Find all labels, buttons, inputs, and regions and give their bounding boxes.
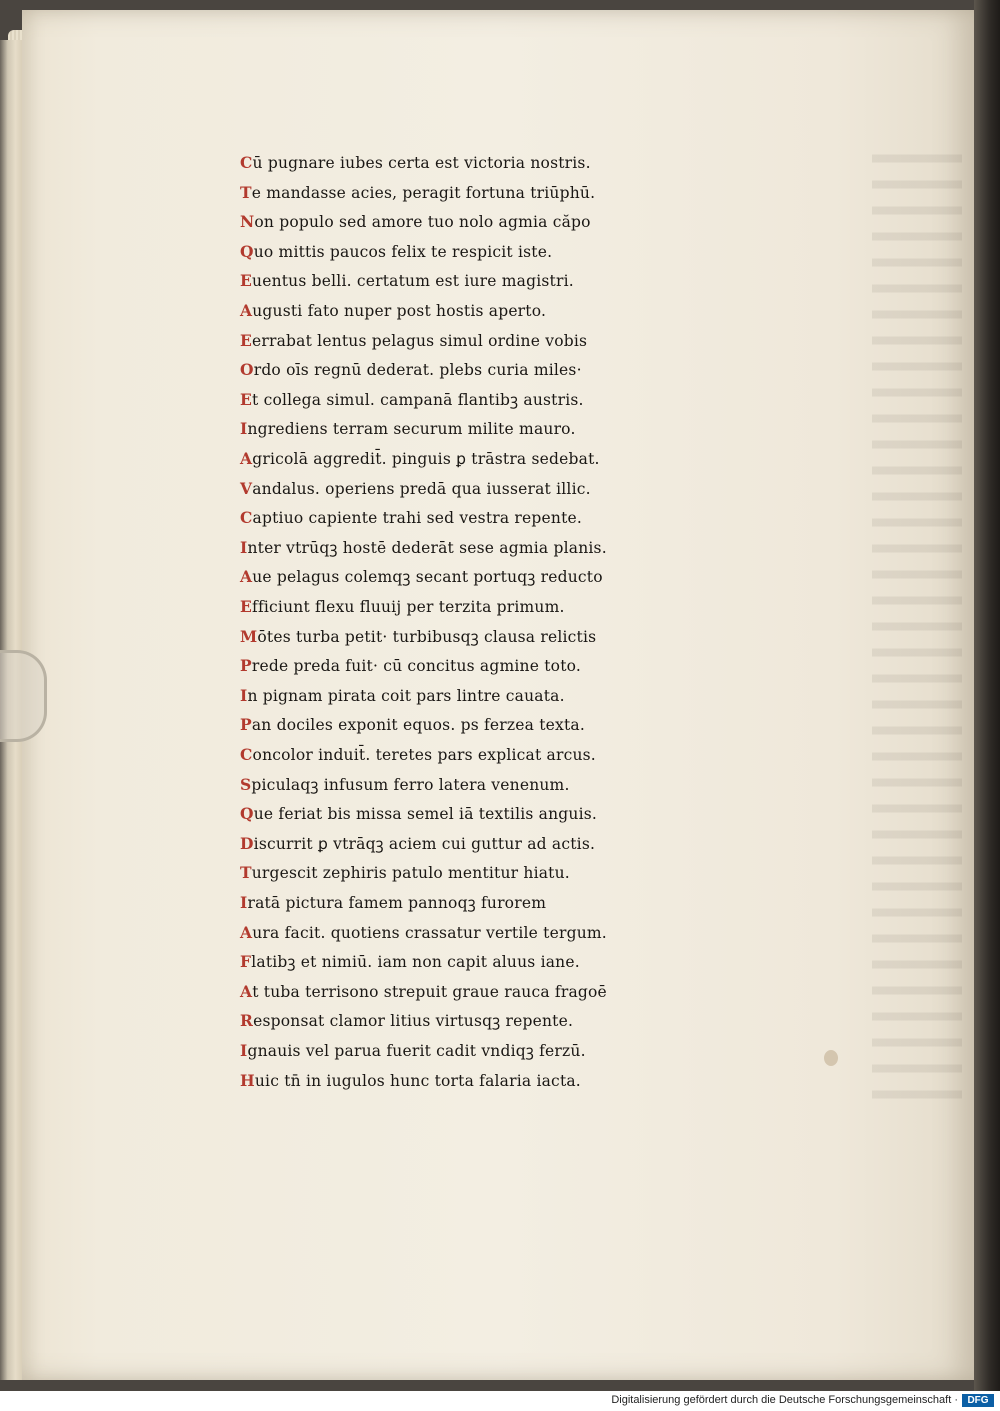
footer-bar xyxy=(0,1391,1000,1411)
verse-line xyxy=(240,890,680,916)
rubricated-initial: I xyxy=(240,419,248,439)
verse-text: ōtes turba petit· turbibusqꝫ clausa relictis xyxy=(257,627,597,646)
rubricated-initial: T xyxy=(240,182,252,202)
paper-stain xyxy=(824,1050,838,1066)
verse-line xyxy=(240,1038,680,1064)
verse-line xyxy=(240,150,680,176)
verse-line xyxy=(240,446,680,472)
verse-line xyxy=(240,712,680,738)
rubricated-initial: C xyxy=(240,745,253,764)
verse-line xyxy=(240,653,680,679)
dfg-logo: DFG xyxy=(962,1394,994,1407)
rubricated-initial: A xyxy=(240,301,253,320)
rubricated-initial: E xyxy=(240,330,253,350)
rubricated-initial: A xyxy=(240,922,253,942)
verse-text: iscurrit ꝑ vtrāqꝫ aciem cui guttur ad actis. xyxy=(253,834,596,853)
verse-line xyxy=(240,505,680,531)
verse-line xyxy=(240,594,680,620)
rubricated-initial: D xyxy=(240,833,254,853)
rubricated-initial: P xyxy=(240,656,252,676)
rubricated-initial: E xyxy=(240,389,253,409)
verse-line xyxy=(240,1008,680,1034)
rubricated-initial: O xyxy=(240,360,254,380)
verse-text: errabat lentus pelagus simul ordine vobis xyxy=(252,331,588,350)
verse-line xyxy=(240,209,680,235)
verse-text: uentus belli. certatum est iure magistri. xyxy=(252,272,574,291)
verse-text: uo mittis paucos felix te respicit iste. xyxy=(253,242,553,261)
rubricated-initial: R xyxy=(240,1011,254,1031)
funding-notice: Digitalisierung gefördert durch die Deutsche Forschungsgemeinschaft · xyxy=(611,1394,958,1406)
rubricated-initial: I xyxy=(240,1041,248,1060)
verse-text: piculaqꝫ infusum ferro latera venenum. xyxy=(251,775,570,794)
verse-line xyxy=(240,742,680,768)
verse-line xyxy=(240,180,680,206)
verse-line xyxy=(240,416,680,442)
verse-text: andalus. operiens predā qua iusserat illic. xyxy=(252,479,591,498)
verse-text: uic tn̄ in iugulos hunc torta falaria iacta. xyxy=(254,1071,581,1090)
verse-text: urgescit zephiris patulo mentitur hiatu. xyxy=(251,864,570,883)
verse-line xyxy=(240,772,680,798)
verse-line xyxy=(240,831,680,857)
verse-text: ue feriat bis missa semel iā textilis anguis. xyxy=(253,805,598,824)
rubricated-initial: I xyxy=(240,893,248,912)
rubricated-initial: N xyxy=(240,212,255,232)
rubricated-initial: C xyxy=(240,153,253,172)
rubricated-initial: E xyxy=(240,271,253,291)
rubricated-initial: V xyxy=(240,478,253,498)
rubricated-initial: M xyxy=(240,626,258,646)
verse-text: ratā pictura famem pannoqꝫ furorem xyxy=(247,894,547,912)
verse-text: ū pugnare iubes certa est victoria nostris. xyxy=(252,154,591,172)
bleed-through-text xyxy=(872,140,962,1100)
verse-text: esponsat clamor litius virtusqꝫ repente. xyxy=(253,1012,574,1031)
verse-text: ue pelagus colemqꝫ secant portuqꝫ reducto xyxy=(252,568,603,587)
verse-text: gnauis vel parua fuerit cadit vndiqꝫ ferzū. xyxy=(247,1042,586,1060)
verse-text: aptiuo capiente trahi sed vestra repente. xyxy=(252,509,583,528)
rubricated-initial: P xyxy=(240,715,252,735)
verse-text: latibꝫ et nimiū. iam non capit aluus iane. xyxy=(251,953,580,972)
verse-text: t tuba terrisono strepuit graue rauca fragoē xyxy=(252,982,607,1001)
rubricated-initial: Q xyxy=(240,804,254,824)
verse-text: nter vtrūqꝫ hostē dederāt sese agmia planis. xyxy=(247,538,607,557)
verse-line xyxy=(240,979,680,1005)
verse-text: t collega simul. campanā flantibꝫ austris. xyxy=(252,390,584,409)
verse-text: n pignam pirata coit pars lintre cauata. xyxy=(247,686,565,705)
verse-text: ngrediens terram securum milite mauro. xyxy=(247,420,576,439)
verse-line xyxy=(240,476,680,502)
verse-line xyxy=(240,239,680,265)
verse-line xyxy=(240,683,680,709)
rubricated-initial: Q xyxy=(240,241,254,261)
book-gutter xyxy=(974,0,1000,1391)
verse-line xyxy=(240,1068,680,1094)
verse-line xyxy=(240,268,680,294)
verse-line xyxy=(240,949,680,975)
verse-line xyxy=(240,357,680,383)
verse-line xyxy=(240,920,680,946)
verse-text: ura facit. quotiens crassatur vertile tergum. xyxy=(252,923,607,942)
rubricated-initial: E xyxy=(240,597,253,616)
verse-line xyxy=(240,535,680,561)
verse-line xyxy=(240,860,680,886)
verse-text: oncolor induit̄. teretes pars explicat arcus. xyxy=(252,746,596,764)
verse-line xyxy=(240,387,680,413)
verse-text: e mandasse acies, peragit fortuna triūphū. xyxy=(251,183,596,202)
verse-text: gricolā aggredit̄. pinguis ꝑ trāstra sedebat. xyxy=(252,450,600,468)
verse-text: an dociles exponit equos. ps ferzea texta. xyxy=(251,716,585,735)
rubricated-initial: C xyxy=(240,508,253,528)
verse-line xyxy=(240,624,680,650)
rubricated-initial: A xyxy=(240,981,253,1001)
rubricated-initial: F xyxy=(240,952,252,972)
verse-text: on populo sed amore tuo nolo agmia căpo xyxy=(254,213,591,232)
verse-text: rede preda fuit· cū concitus agmine toto. xyxy=(251,657,582,676)
verse-line xyxy=(240,328,680,354)
rubricated-initial: I xyxy=(240,537,248,557)
verse-line xyxy=(240,298,680,324)
rubricated-initial: T xyxy=(240,863,252,883)
rubricated-initial: A xyxy=(240,567,253,587)
verse-line xyxy=(240,801,680,827)
rubricated-initial: S xyxy=(240,774,252,794)
rubricated-initial: H xyxy=(240,1070,255,1090)
rubricated-initial: A xyxy=(240,449,253,468)
verse-line xyxy=(240,564,680,590)
rubricated-initial: I xyxy=(240,685,248,705)
verse-text: rdo oīs regnū dederat. plebs curia miles· xyxy=(253,361,582,380)
verse-text: fficiunt flexu fluuij per terzita primum. xyxy=(252,598,565,616)
verse-text: ugusti fato nuper post hostis aperto. xyxy=(252,302,547,320)
verse-text-block xyxy=(240,150,680,1110)
page-clip xyxy=(0,650,47,742)
